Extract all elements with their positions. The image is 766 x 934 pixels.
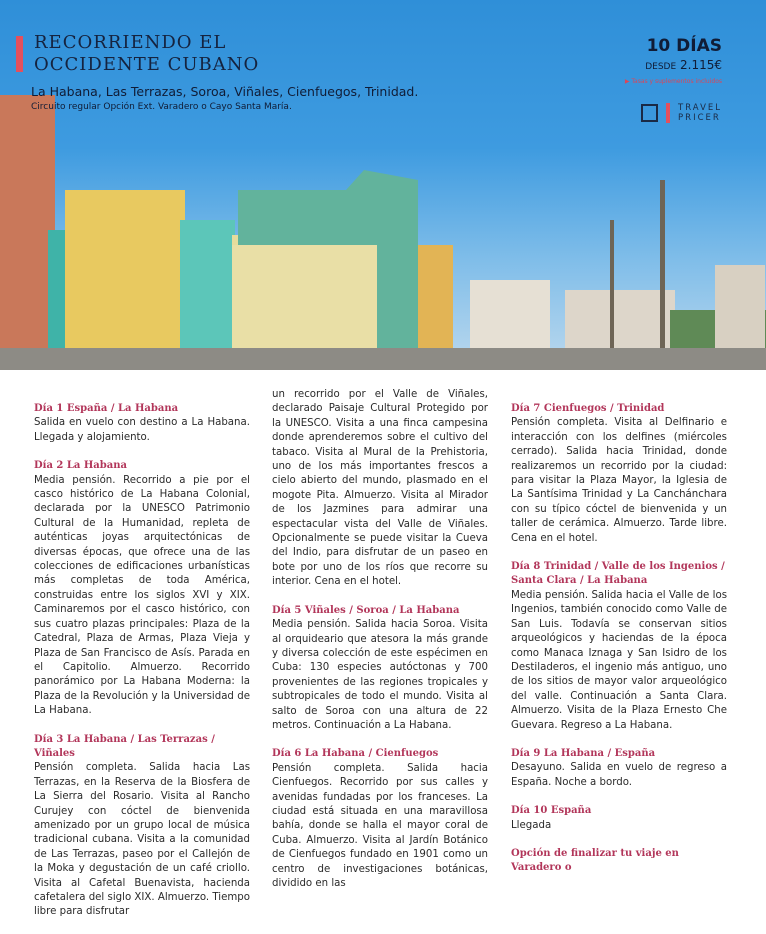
day-text: Media pensión. Salida hacia el Valle de los Ingenios, también conocido como Valle de San Luis. Todavía se conservan sitios arqueológicos y haciendas de la época como Manaca Iznaga y San Isidro de los Destiladeros, el ingenio más antiguo, uno de los sitios de mayor valor arqueológico del valle. Continuación a Santa Clara. Almuerzo. Visita de la Plaza Ernesto Che Guevara. Regreso a La Habana. xyxy=(511,589,727,731)
logo-accent xyxy=(666,103,670,123)
title-line: OCCIDENTE CUBANO xyxy=(34,54,260,75)
travel-pricer-logo xyxy=(641,103,722,123)
building xyxy=(0,95,55,370)
day-title: Día 10 España xyxy=(511,805,592,817)
calculator-icon xyxy=(641,104,658,122)
title-line: RECORRIENDO EL xyxy=(34,32,227,53)
price-prefix: DESDE xyxy=(645,62,677,72)
itinerary-column-3 xyxy=(511,388,727,890)
title-accent-bar xyxy=(16,36,23,72)
logo-text xyxy=(678,103,722,123)
route: La Habana, Las Terrazas, Soroa, Viñales, Cienfuegos, Trinidad. xyxy=(31,84,419,99)
day-text: Desayuno. Salida en vuelo de regreso a España. Noche a bordo. xyxy=(511,762,727,788)
day-text: Media pensión. Salida hacia Soroa. Visita al orquideario que atesora la más grande y diversa colección de este espécimen en Cuba: 130 especies autóctonas y 700 provenientes de las regiones tropicales y subtropicales de todo el mundo. Visita al salto de Soroa con una altura de 22 metros. Continuación a La Habana. xyxy=(272,619,488,731)
street xyxy=(0,348,766,370)
logo-line: TRAVEL xyxy=(678,103,722,113)
day-text: un recorrido por el Valle de Viñales, declarado Paisaje Cultural Protegido por la UNESCO. Visita a una finca campesina donde aprenderemos sobre el cultivo del tabaco. Visita al Mural de la Prehistoria, uno de los más importantes frescos a cielo abierto del mundo, plasmado en el mogote Pita. Almuerzo. Visita al Mirador de los Jazmines para admirar una espectacular vista del Valle de Viñales. Opcionalmente se puede visitar la Cueva del Indio, para disfrutar de un paseo en bote por uno de los ríos que recorre su interior. Cena en el hotel. xyxy=(272,389,488,588)
price-note-text: Tasas y suplementos incluidos xyxy=(631,78,722,85)
itinerary-column-1 xyxy=(34,388,250,934)
day-text: Pensión completa. Salida hacia Cienfuegos. Recorrido por sus calles y avenidas fundadas por los franceses. La ciudad está situada en una maravillosa bahía, donde se halla el mayor coral de Cuba. Almuerzo. Visita al Jardín Botánico de Cienfuegos fundado en 1901 como un centro de investigaciones botánicas, dividido en las xyxy=(272,762,488,889)
day-item xyxy=(272,388,488,590)
option-title: Opción de finalizar tu viaje en Varadero o xyxy=(511,847,679,874)
palm-tree xyxy=(660,180,665,370)
day-title: Día 9 La Habana / España xyxy=(511,747,656,759)
day-title: Día 8 Trinidad / Valle de los Ingenios / Santa Clara / La Habana xyxy=(511,561,725,587)
day-title: Día 5 Viñales / Soroa / La Habana xyxy=(272,604,460,616)
day-text: Pensión completa. Salida hacia Las Terrazas, en la Reserva de la Biosfera de La Sierra del Rosario. Visita al Rancho Curujey con cóctel de bienvenida amenizado por un grupo local de música tradicional cubana. Visita a la comunidad de Las Terrazas, paseo por el Callejón de la Moka y degustación de un café criollo. Visita al Cafetal Buenavista, hacienda cafetalera del siglo XIX. Almuerzo. Tiempo libre para disfrutar xyxy=(34,762,250,918)
day-title: Día 1 España / La Habana xyxy=(34,403,179,414)
hero-photo xyxy=(0,0,766,370)
day-title: Día 7 Cienfuegos / Trinidad xyxy=(511,403,665,414)
day-title: Día 2 La Habana xyxy=(34,460,128,472)
page-title xyxy=(34,32,259,76)
building xyxy=(65,190,185,370)
duration: 10 DÍAS xyxy=(646,36,722,56)
subtitle: Circuito regular Opción Ext. Varadero o Cayo Santa María. xyxy=(31,102,292,112)
itinerary-column-2 xyxy=(272,388,488,905)
price-value: 2.115€ xyxy=(680,58,722,72)
day-text: Media pensión. Recorrido a pie por el casco histórico de La Habana Colonial, declarada por la UNESCO Patrimonio Cultural de la Humanidad, repleta de auténticas joyas arquitectónicas de diversas épocas, que ofrece una de las colecciones de edificaciones urbanísticas más completas de toda América, construidas entre los siglos XVI y XIX. Caminaremos por el casco histórico, con sus cuatro plazas principales: Plaza de la Catedral, Plaza de Armas, Plaza Vieja y Plaza de San Francisco de Asís. Parada en el Capitolio. Almuerzo. Recorrido panorámico por La Habana Moderna: la Plaza de la Revolución y la Universidad de La Habana. xyxy=(34,474,250,717)
logo-line: PRICER xyxy=(678,113,721,123)
price-note: ▶ Tasas y suplementos incluidos xyxy=(624,78,722,85)
day-text: Salida en vuelo con destino a La Habana. Llegada y alojamiento. xyxy=(34,417,250,443)
day-title: Día 3 La Habana / Las Terrazas / Viñales xyxy=(34,733,215,759)
day-text: Pensión completa. Visita al Delfinario e interacción con los delfines (miércoles cerrado). Salida hacia Trinidad, donde realizaremos un recorrido por la ciudad: para visitar la Plaza Mayor, la Iglesia de La Santísima Trinidad y La Canchánchara con su típico cóctel de bienvenida y un taller de cerámica. Almuerzo. Tarde libre. Cena en el hotel. xyxy=(511,417,727,544)
day-text: Llegada xyxy=(511,819,552,831)
price xyxy=(645,58,722,72)
day-title: Día 6 La Habana / Cienfuegos xyxy=(272,748,439,760)
